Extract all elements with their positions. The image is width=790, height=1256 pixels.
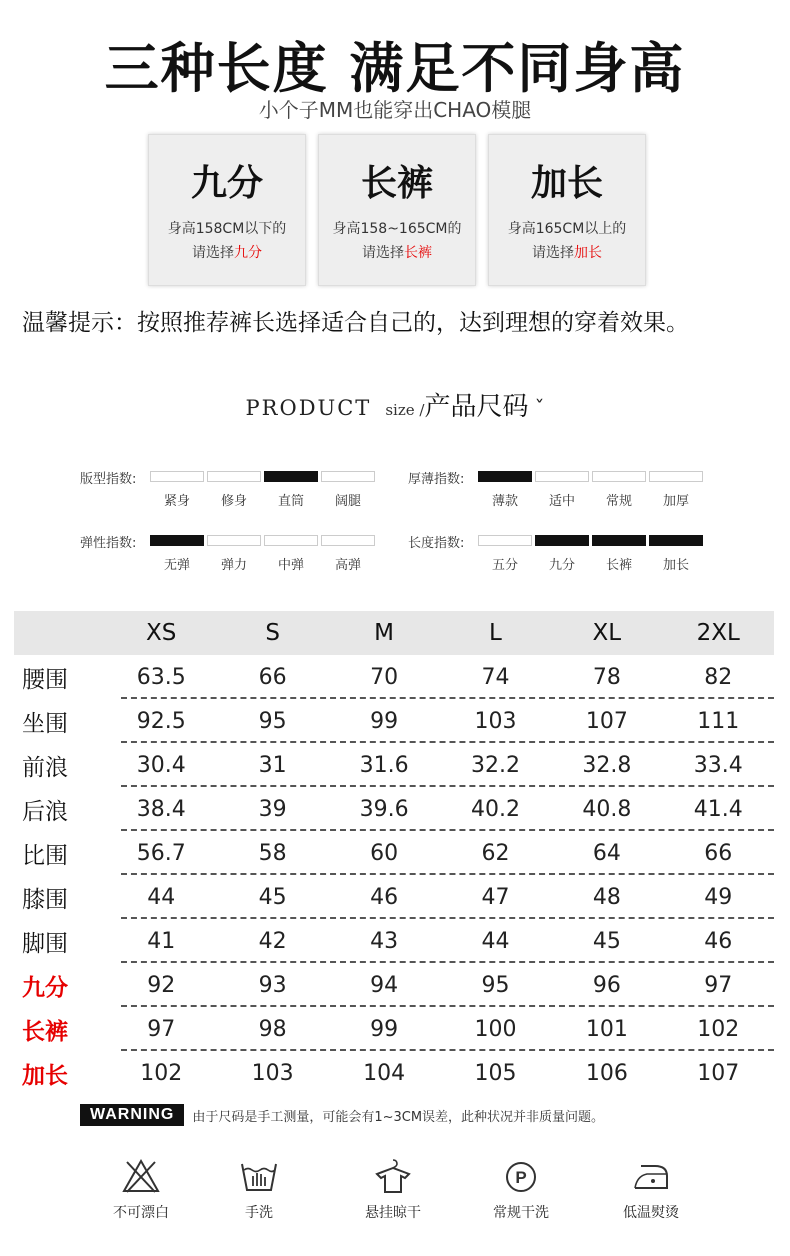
table-cell: 33.4 xyxy=(693,752,743,778)
index-options xyxy=(478,554,703,573)
index-option: 加厚 xyxy=(662,494,689,509)
table-cell: 97 xyxy=(704,972,733,998)
row-header: 九分 xyxy=(22,974,68,1001)
row-header: 坐围 xyxy=(22,710,68,737)
row-header: 腰围 xyxy=(22,666,68,693)
index-option: 阔腿 xyxy=(334,494,361,509)
table-header xyxy=(14,611,774,655)
page-subtitle: 小个子MM也能穿出CHAO模腿 xyxy=(258,98,532,122)
table-cell: 104 xyxy=(363,1060,406,1086)
care-label: 常规干洗 xyxy=(493,1205,549,1221)
table-row xyxy=(14,831,774,875)
table-cell: 44 xyxy=(147,884,176,910)
table-cell: 60 xyxy=(370,840,399,866)
index-option: 薄款 xyxy=(491,494,518,509)
table-cell: 31.6 xyxy=(359,752,409,778)
index-option: 弹力 xyxy=(220,558,247,573)
index-bar xyxy=(478,535,532,546)
page-title: 三种长度 满足不同身高 xyxy=(104,37,686,100)
table-cell: 38.4 xyxy=(136,796,186,822)
table-row xyxy=(14,743,774,787)
table-cell: 62 xyxy=(481,840,510,866)
table-row xyxy=(14,699,774,743)
table-body xyxy=(14,655,774,1095)
index-bar xyxy=(150,535,204,546)
table-cell: 95 xyxy=(481,972,510,998)
table-cell: 103 xyxy=(474,708,517,734)
product-title-en: PRODUCT xyxy=(245,396,372,420)
warning-text: 由于尺码是手工测量，可能会有1~3CM误差，此种状况并非质量问题。 xyxy=(192,1109,605,1125)
index-options xyxy=(150,554,375,573)
care-no-bleach xyxy=(86,1158,196,1222)
table-cell: 32.2 xyxy=(470,752,520,778)
no-bleach-icon xyxy=(121,1158,161,1194)
table-cell: 41.4 xyxy=(693,796,743,822)
warning-note xyxy=(80,1104,604,1126)
table-cell: 107 xyxy=(697,1060,740,1086)
table-cell: 101 xyxy=(585,1016,628,1042)
length-card-name: 九分 xyxy=(190,163,263,204)
care-hang-dry xyxy=(338,1158,448,1222)
table-row xyxy=(14,1007,774,1051)
index-label: 厚薄指数: xyxy=(408,472,465,487)
care-label: 悬挂晾干 xyxy=(365,1205,421,1221)
index-bar xyxy=(264,535,318,546)
hang-dry-icon xyxy=(373,1158,413,1194)
choose-prefix: 请选择 xyxy=(192,245,234,261)
index-option: 无弹 xyxy=(163,558,190,573)
table-row xyxy=(14,875,774,919)
table-row xyxy=(14,655,774,699)
care-label: 手洗 xyxy=(245,1205,273,1221)
index-bar xyxy=(592,535,646,546)
row-header: 加长 xyxy=(22,1062,68,1089)
choose-value: 长裤 xyxy=(404,245,432,261)
row-header: 长裤 xyxy=(22,1018,68,1045)
index-bar xyxy=(649,471,703,482)
index-bars xyxy=(478,471,703,482)
table-cell: 92 xyxy=(147,972,176,998)
index-bar xyxy=(592,471,646,482)
warning-badge: WARNING xyxy=(80,1104,184,1126)
index-label: 长度指数: xyxy=(408,536,465,551)
table-cell: 56.7 xyxy=(136,840,186,866)
table-cell: 82 xyxy=(704,664,733,690)
length-card-desc: 身高158~165CM的 xyxy=(332,221,462,237)
table-cell: 43 xyxy=(370,928,399,954)
table-cell: 93 xyxy=(258,972,287,998)
chevron-down-icon: ˇ xyxy=(534,396,545,420)
table-row xyxy=(14,919,774,963)
length-card-desc: 身高158CM以下的 xyxy=(167,221,287,237)
column-header: S xyxy=(265,620,280,646)
length-card-desc: 身高165CM以上的 xyxy=(507,221,627,237)
table-cell: 99 xyxy=(370,1016,399,1042)
care-low-iron xyxy=(596,1158,706,1222)
table-cell: 40.8 xyxy=(582,796,632,822)
table-cell: 78 xyxy=(592,664,621,690)
dry-clean-icon xyxy=(501,1158,541,1194)
table-row xyxy=(14,787,774,831)
table-cell: 70 xyxy=(370,664,399,690)
index-bar xyxy=(207,535,261,546)
table-cell: 63.5 xyxy=(136,664,186,690)
index-bars xyxy=(478,535,703,546)
index-option: 高弹 xyxy=(334,558,361,573)
table-cell: 102 xyxy=(140,1060,183,1086)
index-bars xyxy=(150,471,375,482)
index-bar xyxy=(321,535,375,546)
table-cell: 66 xyxy=(704,840,733,866)
table-cell: 100 xyxy=(474,1016,517,1042)
fit-tip: 温馨提示：按照推荐裤长选择适合自己的，达到理想的穿着效果。 xyxy=(22,310,689,336)
index-options xyxy=(150,490,375,509)
column-header: 2XL xyxy=(696,620,740,646)
column-header: M xyxy=(374,620,394,646)
index-bar xyxy=(478,471,532,482)
choose-value: 九分 xyxy=(234,245,262,261)
index-option: 五分 xyxy=(491,558,518,573)
column-header: L xyxy=(489,620,502,646)
table-cell: 64 xyxy=(592,840,621,866)
table-row xyxy=(14,1051,774,1095)
length-card-name: 长裤 xyxy=(360,163,433,204)
table-cell: 45 xyxy=(258,884,287,910)
table-cell: 39 xyxy=(258,796,287,822)
index-label: 弹性指数: xyxy=(80,536,137,551)
column-header: XS xyxy=(146,620,177,646)
care-dry-clean xyxy=(466,1158,576,1222)
length-card-long xyxy=(318,134,476,286)
table-cell: 58 xyxy=(258,840,287,866)
table-cell: 94 xyxy=(370,972,399,998)
choose-value: 加长 xyxy=(574,245,602,261)
table-cell: 107 xyxy=(585,708,628,734)
hand-wash-icon xyxy=(239,1158,279,1194)
table-cell: 98 xyxy=(258,1016,287,1042)
index-option: 长裤 xyxy=(605,558,632,573)
table-cell: 106 xyxy=(585,1060,628,1086)
length-card-choose xyxy=(319,242,475,262)
choose-prefix: 请选择 xyxy=(532,245,574,261)
table-cell: 92.5 xyxy=(136,708,186,734)
table-cell: 99 xyxy=(370,708,399,734)
table-cell: 40.2 xyxy=(470,796,520,822)
index-bar xyxy=(649,535,703,546)
care-label: 不可漂白 xyxy=(113,1205,169,1221)
table-cell: 46 xyxy=(370,884,399,910)
table-cell: 39.6 xyxy=(359,796,409,822)
care-label: 低温熨烫 xyxy=(623,1205,679,1221)
table-cell: 49 xyxy=(704,884,733,910)
table-cell: 46 xyxy=(704,928,733,954)
index-bar xyxy=(535,535,589,546)
length-card-choose xyxy=(149,242,305,262)
index-option: 九分 xyxy=(548,558,575,573)
dry-clean-glyph: P xyxy=(515,1168,527,1187)
table-cell: 96 xyxy=(592,972,621,998)
column-header: XL xyxy=(592,620,622,646)
index-bar xyxy=(535,471,589,482)
index-option: 修身 xyxy=(220,494,247,509)
table-cell: 103 xyxy=(251,1060,294,1086)
table-cell: 42 xyxy=(258,928,287,954)
row-header: 前浪 xyxy=(22,754,68,781)
table-cell: 31 xyxy=(258,752,287,778)
table-cell: 48 xyxy=(592,884,621,910)
table-cell: 32.8 xyxy=(582,752,632,778)
table-cell: 105 xyxy=(474,1060,517,1086)
table-cell: 97 xyxy=(147,1016,176,1042)
row-header: 膝围 xyxy=(22,886,68,913)
index-option: 加长 xyxy=(662,558,689,573)
row-header: 脚围 xyxy=(22,930,68,957)
index-bar xyxy=(150,471,204,482)
table-cell: 47 xyxy=(481,884,510,910)
length-card-choose xyxy=(489,242,645,262)
table-row xyxy=(14,963,774,1007)
product-title-size: size / xyxy=(385,401,425,419)
index-bars xyxy=(150,535,375,546)
index-option: 紧身 xyxy=(163,494,190,509)
table-cell: 30.4 xyxy=(136,752,186,778)
table-cell: 74 xyxy=(481,664,510,690)
length-card-name: 加长 xyxy=(530,163,603,204)
table-cell: 95 xyxy=(258,708,287,734)
table-cell: 102 xyxy=(697,1016,740,1042)
table-cell: 41 xyxy=(147,928,176,954)
size-table xyxy=(14,611,774,1095)
index-option: 直筒 xyxy=(277,494,304,509)
index-options xyxy=(478,490,703,509)
index-option: 常规 xyxy=(605,494,632,509)
table-cell: 45 xyxy=(592,928,621,954)
row-header: 后浪 xyxy=(22,798,68,825)
product-size-title xyxy=(0,386,790,423)
low-iron-icon xyxy=(631,1158,671,1194)
table-cell: 111 xyxy=(697,708,740,734)
choose-prefix: 请选择 xyxy=(362,245,404,261)
index-option: 适中 xyxy=(548,494,575,509)
index-bar xyxy=(321,471,375,482)
index-option: 中弹 xyxy=(277,558,304,573)
index-bar xyxy=(207,471,261,482)
length-card-extra-long xyxy=(488,134,646,286)
index-bar xyxy=(264,471,318,482)
table-cell: 44 xyxy=(481,928,510,954)
row-header: 比围 xyxy=(22,842,68,869)
index-label: 版型指数: xyxy=(80,472,137,487)
product-title-cn: 产品尺码 xyxy=(424,392,529,422)
table-cell: 66 xyxy=(258,664,287,690)
length-card-ninth xyxy=(148,134,306,286)
care-hand-wash xyxy=(204,1158,314,1222)
